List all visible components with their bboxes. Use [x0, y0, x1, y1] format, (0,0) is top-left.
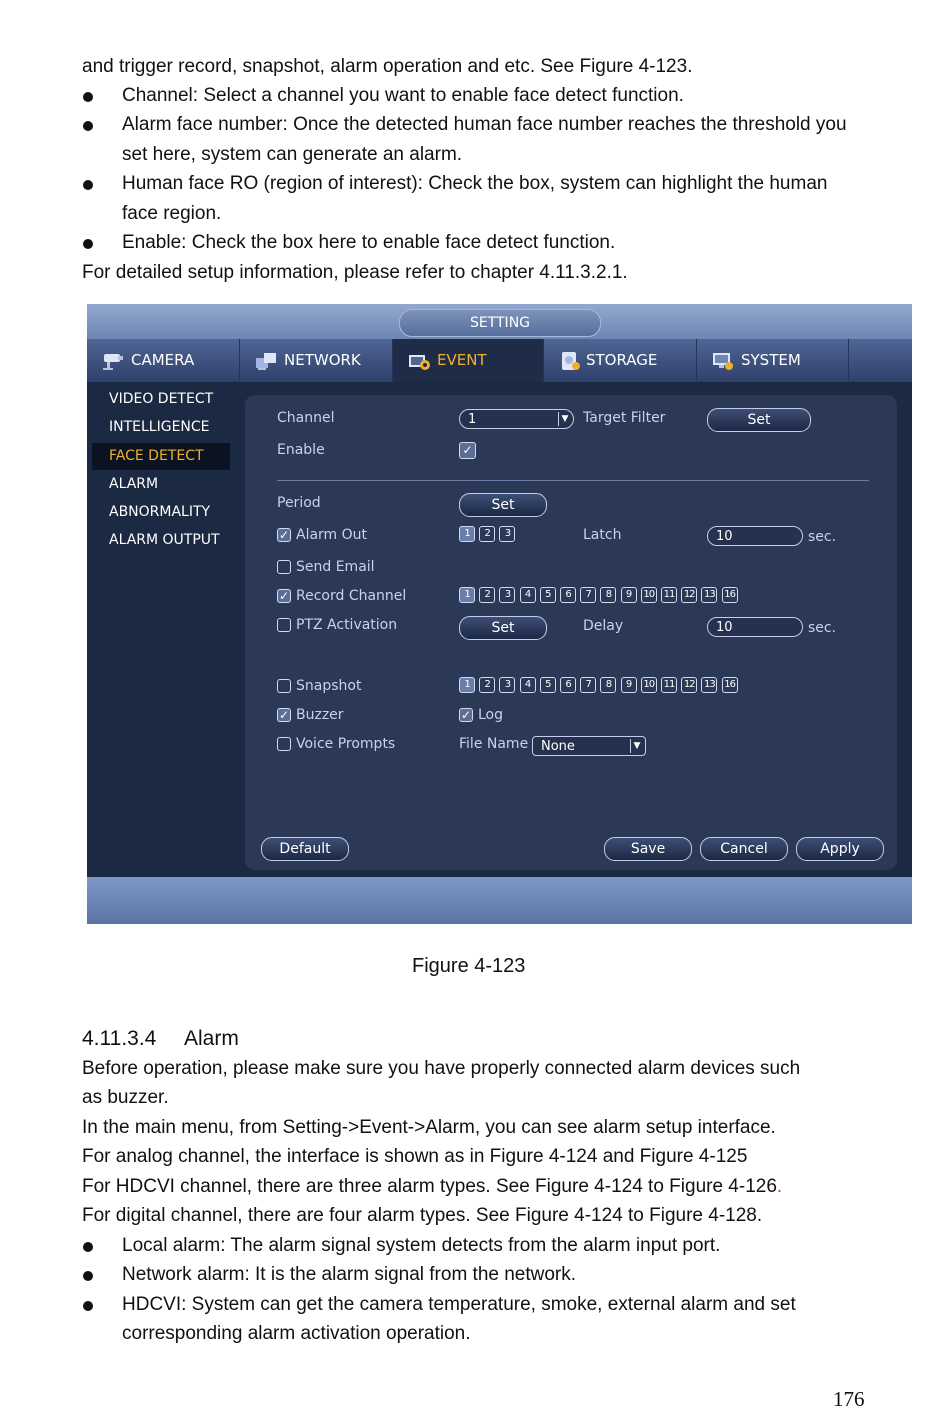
recch-channel-box[interactable]: 6 — [560, 587, 576, 603]
cancel-button[interactable]: Cancel — [700, 837, 788, 861]
snapch-channel-box[interactable]: 1 — [459, 677, 475, 693]
channel-value: 1 — [468, 412, 477, 427]
ptz-set-button[interactable]: Set — [459, 616, 547, 640]
recch-channel-box[interactable]: 9 — [621, 587, 637, 603]
setting-title: SETTING — [399, 309, 601, 337]
snapch-channel-box[interactable]: 9 — [621, 677, 637, 693]
figure-caption: Figure 4-123 — [412, 955, 526, 977]
event-icon — [407, 350, 431, 372]
tab-label: SYSTEM — [741, 351, 801, 369]
intro-line: and trigger record, snapshot, alarm operation and etc. See Figure 4-123. — [82, 56, 693, 77]
paragraph: as buzzer. — [82, 1087, 169, 1108]
section-number: 4.11.3.4 — [82, 1027, 157, 1050]
chevron-down-icon: ▼ — [630, 739, 643, 753]
recch-channel-box[interactable]: 7 — [580, 587, 596, 603]
settings-panel — [245, 395, 897, 870]
system-icon — [711, 350, 735, 372]
camera-icon — [101, 350, 125, 372]
recch-channel-box[interactable]: 3 — [499, 587, 515, 603]
snapch-channel-box[interactable]: 2 — [479, 677, 495, 693]
snapch-channel-box[interactable]: 8 — [600, 677, 616, 693]
bullet-text: Enable: Check the box here to enable face detect function. — [122, 232, 616, 253]
chevron-down-icon: ▼ — [558, 412, 571, 426]
paragraph — [82, 1176, 782, 1198]
alarmout-channel-box[interactable]: 1 — [459, 526, 475, 542]
tab-camera[interactable] — [87, 339, 240, 382]
snapch-channel-box[interactable]: 4 — [520, 677, 536, 693]
bullet-dot — [83, 92, 93, 102]
snapch-channel-box[interactable]: 11 — [661, 677, 677, 693]
default-button[interactable]: Default — [261, 837, 349, 861]
snapch-channel-box[interactable]: 3 — [499, 677, 515, 693]
bullet-text-cont: face region. — [122, 203, 222, 224]
alarm-out-checkbox[interactable]: ✓ — [278, 528, 290, 542]
file-name-value: None — [541, 739, 575, 754]
voice-prompts-label: Voice Prompts — [296, 736, 396, 752]
snapch-channel-box[interactable]: 13 — [701, 677, 717, 693]
snapshot-checkbox[interactable] — [277, 679, 291, 693]
bullet-dot — [83, 1301, 93, 1311]
recch-channel-box[interactable]: 11 — [661, 587, 677, 603]
page-number: 176 — [833, 1387, 865, 1411]
recch-channel-box[interactable]: 5 — [540, 587, 556, 603]
snapch-channel-box[interactable]: 5 — [540, 677, 556, 693]
send-email-checkbox[interactable] — [277, 560, 291, 574]
save-button[interactable]: Save — [604, 837, 692, 861]
network-icon — [254, 350, 278, 372]
sidebar-item-abnormality[interactable]: ABNORMALITY — [109, 504, 211, 520]
snapch-channel-box[interactable]: 6 — [560, 677, 576, 693]
recch-channel-box[interactable]: 4 — [520, 587, 536, 603]
paragraph: For digital channel, there are four alarm types. See Figure 4-124 to Figure 4-128. — [82, 1205, 763, 1226]
alarm-out-label: Alarm Out — [296, 527, 368, 543]
title-bar — [87, 304, 912, 339]
period-label: Period — [277, 495, 321, 511]
paragraph-text: For HDCVI channel, there are three alarm types. See Figure 4-124 to Figure 4-126 — [82, 1176, 777, 1197]
recch-channel-box[interactable]: 2 — [479, 587, 495, 603]
alarmout-channel-box[interactable]: 2 — [479, 526, 495, 542]
sidebar-item-video-detect[interactable]: VIDEO DETECT — [109, 391, 214, 407]
target-filter-label: Target Filter — [583, 410, 666, 426]
section-title: Alarm — [184, 1027, 239, 1050]
recch-channel-box[interactable]: 12 — [681, 587, 697, 603]
snapch-channel-box[interactable]: 16 — [722, 677, 738, 693]
latch-sec-label: sec. — [808, 529, 837, 545]
reference-line: For detailed setup information, please refer to chapter 4.11.3.2.1. — [82, 262, 628, 283]
tab-label: EVENT — [437, 351, 487, 369]
tab-network[interactable] — [240, 339, 393, 382]
buzzer-label: Buzzer — [296, 707, 344, 723]
recch-channel-box[interactable]: 10 — [641, 587, 657, 603]
bullet-text: Channel: Select a channel you want to enable face detect function. — [122, 85, 684, 106]
recch-channel-box[interactable]: 16 — [722, 587, 738, 603]
target-filter-set-button[interactable]: Set — [707, 408, 811, 432]
bullet-dot — [83, 1242, 93, 1252]
enable-checkbox[interactable]: ✓ — [459, 442, 476, 459]
snapch-channel-box[interactable]: 7 — [580, 677, 596, 693]
storage-icon — [558, 350, 582, 372]
ptz-activation-checkbox[interactable] — [277, 618, 291, 632]
face-detect-screenshot — [87, 304, 912, 924]
snapshot-label: Snapshot — [296, 678, 362, 694]
send-email-label: Send Email — [296, 559, 375, 575]
sidebar-item-alarm[interactable]: ALARM — [109, 476, 159, 492]
recch-channel-box[interactable]: 1 — [459, 587, 475, 603]
divider — [277, 480, 869, 481]
bullet-text: Network alarm: It is the alarm signal from the network. — [122, 1264, 577, 1285]
buzzer-checkbox[interactable]: ✓ — [278, 708, 290, 722]
bullet-dot — [83, 1271, 93, 1281]
delay-input[interactable]: 10 — [707, 617, 803, 637]
bullet-text: Alarm face number: Once the detected human face number reaches the threshold you — [122, 114, 847, 135]
tab-label: CAMERA — [131, 351, 195, 369]
record-channel-label: Record Channel — [296, 588, 407, 604]
paragraph: Before operation, please make sure you have properly connected alarm devices such — [82, 1058, 801, 1079]
bullet-dot — [83, 121, 93, 131]
delay-sec-label: sec. — [808, 620, 837, 636]
tab-storage[interactable] — [544, 339, 697, 382]
tab-bar — [87, 339, 912, 382]
sidebar-item-face-detect[interactable]: FACE DETECT — [92, 443, 230, 470]
snapch-channel-box[interactable]: 10 — [641, 677, 657, 693]
file-name-label: File Name — [459, 736, 529, 752]
file-name-select[interactable] — [532, 736, 646, 756]
recch-channel-box[interactable]: 8 — [600, 587, 616, 603]
sidebar-item-intelligence[interactable]: INTELLIGENCE — [109, 419, 210, 435]
tab-label: STORAGE — [586, 351, 658, 369]
channel-label: Channel — [277, 410, 335, 426]
voice-prompts-checkbox[interactable] — [277, 737, 291, 751]
tab-label: NETWORK — [284, 351, 361, 369]
bullet-text: Local alarm: The alarm signal system detects from the alarm input port. — [122, 1235, 721, 1256]
ptz-activation-label: PTZ Activation — [296, 617, 398, 633]
record-channel-checkbox[interactable]: ✓ — [278, 589, 290, 603]
snapch-channel-box[interactable]: 12 — [681, 677, 697, 693]
paragraph: For analog channel, the interface is shown as in Figure 4-124 and Figure 4-125 — [82, 1146, 748, 1167]
bullet-text: Human face RO (region of interest): Check the box, system can highlight the human — [122, 173, 828, 194]
recch-channel-box[interactable]: 13 — [701, 587, 717, 603]
log-label: Log — [478, 707, 504, 723]
apply-button[interactable]: Apply — [796, 837, 884, 861]
paragraph: In the main menu, from Setting->Event->Alarm, you can see alarm setup interface. — [82, 1117, 776, 1138]
bullet-dot — [83, 239, 93, 249]
status-bar — [87, 877, 912, 924]
latch-label: Latch — [583, 527, 622, 543]
delay-label: Delay — [583, 618, 624, 634]
red-period: . — [776, 1176, 783, 1197]
sidebar-item-alarm-output[interactable]: ALARM OUTPUT — [109, 532, 220, 548]
enable-label: Enable — [277, 442, 325, 458]
latch-input[interactable]: 10 — [707, 526, 803, 546]
bullet-text-cont: set here, system can generate an alarm. — [122, 144, 463, 165]
tab-event[interactable] — [393, 339, 544, 382]
log-checkbox[interactable]: ✓ — [460, 708, 472, 722]
channel-select[interactable] — [459, 409, 574, 429]
bullet-text: HDCVI: System can get the camera temperature, smoke, external alarm and set — [122, 1294, 796, 1315]
alarmout-channel-box[interactable]: 3 — [499, 526, 515, 542]
tab-system[interactable] — [697, 339, 849, 382]
period-set-button[interactable]: Set — [459, 493, 547, 517]
bullet-dot — [83, 180, 93, 190]
bullet-text-cont: corresponding alarm activation operation. — [122, 1323, 471, 1344]
